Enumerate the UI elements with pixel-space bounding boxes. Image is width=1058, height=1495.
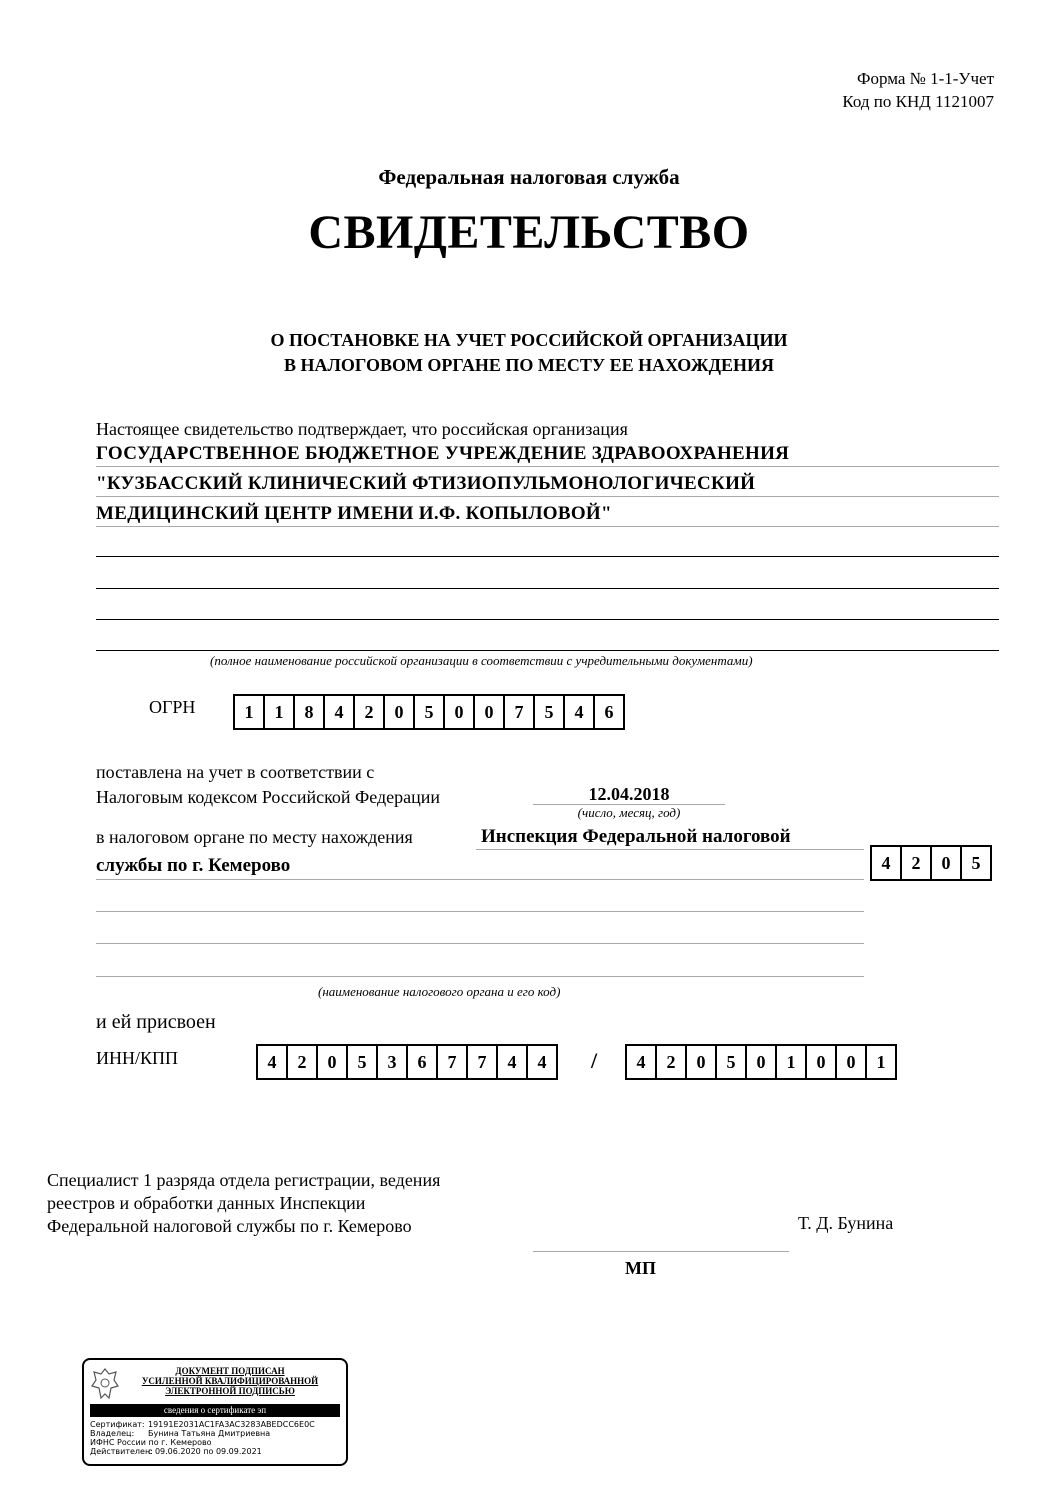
inn-kpp-label: ИНН/КПП — [96, 1048, 179, 1068]
knd-code: Код по КНД 1121007 — [842, 92, 994, 111]
digit-cell: 7 — [505, 696, 535, 728]
digit-cell: 5 — [415, 696, 445, 728]
owner-value: Бунина Татьяна Дмитриевна — [148, 1429, 271, 1438]
digit-cell: 5 — [348, 1046, 378, 1078]
stamp-details — [90, 1420, 340, 1456]
digit-cell: 1 — [265, 696, 295, 728]
cert-value: 19191E2031AC1FA3AC3283ABEDCC6E0C — [148, 1420, 315, 1429]
digit-cell: 5 — [717, 1046, 747, 1078]
digit-cell: 2 — [288, 1046, 318, 1078]
digit-cell: 0 — [385, 696, 415, 728]
ogrn-cells — [233, 694, 625, 730]
inn-kpp-separator: / — [591, 1048, 598, 1073]
agency-name: Федеральная налоговая служба — [378, 165, 680, 189]
tax-office-rule — [96, 879, 864, 880]
tax-office-rule — [96, 976, 864, 977]
digit-cell: 1 — [777, 1046, 807, 1078]
subtitle-line2: В НАЛОГОВОМ ОРГАНЕ ПО МЕСТУ ЕЕ НАХОЖДЕНИЯ — [284, 355, 774, 375]
stamp-heading-line3: ЭЛЕКТРОННОЙ ПОДПИСЬЮ — [165, 1386, 295, 1396]
digit-cell: 6 — [408, 1046, 438, 1078]
digit-cell: 4 — [498, 1046, 528, 1078]
digit-cell: 1 — [867, 1046, 897, 1078]
tax-office-code-cells — [870, 845, 992, 881]
stamp-cert-bar: сведения о сертификате эп — [90, 1404, 340, 1417]
tax-office-caption: (наименование налогового органа и его код) — [318, 984, 561, 999]
intro-text: Настоящее свидетельство подтверждает, что российская организация — [96, 419, 628, 439]
org-value: ИФНС России по г. Кемерово — [90, 1438, 212, 1447]
digit-cell: 0 — [932, 847, 962, 879]
owner-label: Владелец: — [90, 1429, 135, 1438]
subtitle-line1: О ПОСТАНОВКЕ НА УЧЕТ РОССИЙСКОЙ ОРГАНИЗАЦИИ — [270, 330, 788, 350]
form-number: Форма № 1-1-Учет — [857, 69, 994, 88]
org-line-rule — [96, 526, 999, 527]
stamp-heading-line2: УСИЛЕННОЙ КВАЛИФИЦИРОВАННОЙ — [141, 1376, 319, 1386]
digit-cell: 4 — [528, 1046, 558, 1078]
stamp-heading-line1: ДОКУМЕНТ ПОДПИСАН — [175, 1366, 285, 1376]
digit-cell: 0 — [747, 1046, 777, 1078]
registration-line1: поставлена на учет в соответствии с — [96, 762, 375, 782]
signatory-line1: Специалист 1 разряда отдела регистрации, ведения — [47, 1170, 441, 1190]
org-name-line3: МЕДИЦИНСКИЙ ЦЕНТР ИМЕНИ И.Ф. КОПЫЛОВОЙ" — [96, 503, 612, 524]
digit-cell: 6 — [595, 696, 625, 728]
date-caption: (число, месяц, год) — [577, 805, 681, 820]
inn-cells — [256, 1044, 558, 1080]
org-line-rule — [96, 496, 999, 497]
org-line-rule — [96, 619, 999, 620]
digit-cell: 0 — [445, 696, 475, 728]
valid-value: с 09.06.2020 по 09.09.2021 — [148, 1447, 262, 1456]
document-title: СВИДЕТЕЛЬСТВО — [308, 206, 750, 259]
digit-cell: 0 — [807, 1046, 837, 1078]
org-line-rule — [96, 588, 999, 589]
signatory-position — [47, 1169, 440, 1238]
digit-cell: 4 — [325, 696, 355, 728]
ogrn-label: ОГРН — [149, 697, 196, 717]
kpp-cells — [625, 1044, 897, 1080]
org-caption: (полное наименование российской организации в соответствии с учредительными документами) — [210, 653, 753, 668]
assigned-text: и ей присвоен — [96, 1011, 216, 1033]
tax-office-prefix: в налоговом органе по месту нахождения — [96, 827, 413, 847]
digit-cell: 2 — [657, 1046, 687, 1078]
signatory-name: Т. Д. Бунина — [798, 1213, 894, 1233]
coat-of-arms-icon — [90, 1366, 120, 1402]
digit-cell: 0 — [475, 696, 505, 728]
form-header — [842, 67, 994, 113]
tax-office-rule — [96, 911, 864, 912]
tax-office-name-part2: службы по г. Кемерово — [96, 855, 291, 876]
digit-cell: 4 — [565, 696, 595, 728]
digit-cell: 7 — [468, 1046, 498, 1078]
digit-cell: 2 — [355, 696, 385, 728]
org-name-line2: "КУЗБАССКИЙ КЛИНИЧЕСКИЙ ФТИЗИОПУЛЬМОНОЛОГИЧЕСКИЙ — [96, 473, 756, 494]
registration-line2: Налоговым кодексом Российской Федерации — [96, 787, 441, 807]
signature-rule — [533, 1251, 789, 1252]
signatory-line2: реестров и обработки данных Инспекции — [47, 1193, 366, 1213]
digit-cell: 0 — [687, 1046, 717, 1078]
digit-cell: 1 — [235, 696, 265, 728]
digit-cell: 5 — [535, 696, 565, 728]
signatory-line3: Федеральной налоговой службы по г. Кемерово — [47, 1216, 412, 1236]
org-line-rule — [96, 650, 999, 651]
tax-office-name-part1: Инспекция Федеральной налоговой — [481, 826, 791, 847]
digit-cell: 7 — [438, 1046, 468, 1078]
digit-cell: 5 — [962, 847, 992, 879]
digit-cell: 8 — [295, 696, 325, 728]
stamp-heading — [120, 1366, 340, 1396]
digit-cell: 3 — [378, 1046, 408, 1078]
digit-cell: 0 — [837, 1046, 867, 1078]
digit-cell: 4 — [258, 1046, 288, 1078]
org-line-rule — [96, 466, 999, 467]
digit-cell: 2 — [902, 847, 932, 879]
cert-label: Сертификат: — [90, 1420, 145, 1429]
digit-cell: 0 — [318, 1046, 348, 1078]
valid-label: Действителен: — [90, 1447, 153, 1456]
digit-cell: 4 — [872, 847, 902, 879]
seal-mark: МП — [625, 1258, 656, 1278]
e-signature-stamp — [82, 1358, 348, 1466]
org-line-rule — [96, 556, 999, 557]
tax-office-rule — [96, 943, 864, 944]
registration-date: 12.04.2018 — [588, 784, 670, 804]
digit-cell: 4 — [627, 1046, 657, 1078]
org-name-line1: ГОСУДАРСТВЕННОЕ БЮДЖЕТНОЕ УЧРЕЖДЕНИЕ ЗДРАВООХРАНЕНИЯ — [96, 443, 790, 464]
tax-office-rule — [476, 849, 864, 850]
